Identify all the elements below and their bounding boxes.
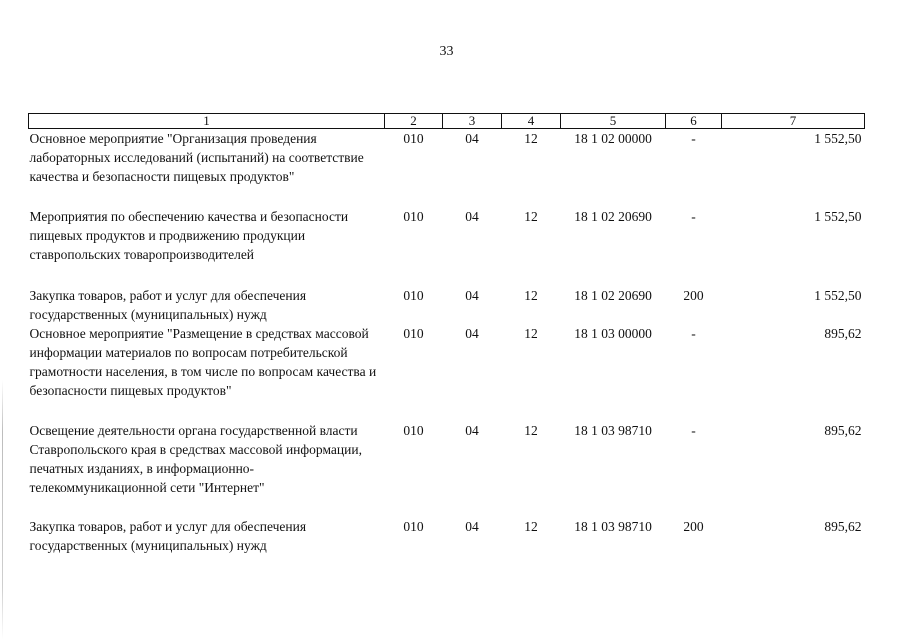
- row-ministry-code: 010: [403, 208, 424, 224]
- row-target-code: 18 1 02 20690: [574, 208, 652, 224]
- table-row: [29, 421, 865, 517]
- row-name: Освещение деятельности органа государственной власти Ставропольского края в средствах массовой информации, печатных изданиях, в информационно-телекоммуникационной сети "Интернет": [29, 422, 362, 495]
- row-amount: 1 552,50: [814, 131, 862, 146]
- row-ministry-code: 010: [403, 518, 424, 534]
- row-name: Основное мероприятие "Размещение в средствах массовой информации материалов по вопросам потребительской грамотности населения, в том числе по вопросам качества и безопасности пищевых продуктов": [29, 325, 377, 398]
- row-target-code: 18 1 03 98710: [574, 422, 652, 438]
- budget-table: [28, 113, 865, 557]
- row-expense-type: -: [691, 325, 696, 341]
- row-section-code: 04: [465, 518, 479, 534]
- row-subsection-code: 12: [524, 208, 538, 224]
- row-subsection-code: 12: [524, 422, 538, 438]
- header-col-1: 1: [29, 114, 385, 129]
- row-subsection-code: 12: [524, 131, 538, 146]
- row-ministry-code: 010: [403, 287, 424, 303]
- scan-edge-line: [2, 380, 3, 640]
- table-header-row: [29, 114, 865, 129]
- row-expense-type: 200: [683, 287, 704, 303]
- header-col-3: 3: [443, 114, 502, 129]
- row-name: Закупка товаров, работ и услуг для обеспечения государственных (муниципальных) нужд: [29, 287, 307, 322]
- row-target-code: 18 1 03 00000: [574, 325, 652, 341]
- row-amount: 1 552,50: [814, 287, 862, 303]
- row-amount: 1 552,50: [814, 208, 862, 224]
- row-amount: 895,62: [824, 422, 862, 438]
- table-row: [29, 207, 865, 286]
- row-ministry-code: 010: [403, 325, 424, 341]
- row-expense-type: -: [691, 208, 696, 224]
- row-ministry-code: 010: [403, 131, 424, 146]
- header-col-6: 6: [666, 114, 722, 129]
- row-target-code: 18 1 02 20690: [574, 287, 652, 303]
- row-subsection-code: 12: [524, 287, 538, 303]
- row-ministry-code: 010: [403, 422, 424, 438]
- row-section-code: 04: [465, 325, 479, 341]
- row-section-code: 04: [465, 208, 479, 224]
- row-section-code: 04: [465, 131, 479, 146]
- header-col-2: 2: [385, 114, 443, 129]
- row-subsection-code: 12: [524, 325, 538, 341]
- row-section-code: 04: [465, 422, 479, 438]
- table-row: [29, 324, 865, 421]
- row-target-code: 18 1 03 98710: [574, 518, 652, 534]
- row-expense-type: -: [691, 422, 696, 438]
- row-name: Закупка товаров, работ и услуг для обеспечения государственных (муниципальных) нужд: [29, 518, 307, 553]
- header-col-4: 4: [502, 114, 561, 129]
- row-name: Мероприятия по обеспечению качества и безопасности пищевых продуктов и продвижению продукции ставропольских товаропроизводителей: [29, 208, 349, 262]
- row-subsection-code: 12: [524, 518, 538, 534]
- row-name: Основное мероприятие "Организация проведения лабораторных исследований (испытаний) на соответствие качества и безопасности пищевых продуктов": [29, 131, 364, 184]
- row-amount: 895,62: [824, 518, 862, 534]
- row-section-code: 04: [465, 287, 479, 303]
- header-col-5: 5: [561, 114, 666, 129]
- page-number: 33: [439, 44, 454, 59]
- header-col-7: 7: [722, 114, 865, 129]
- table-row: [29, 129, 865, 207]
- row-expense-type: 200: [683, 518, 704, 534]
- row-expense-type: -: [691, 131, 696, 146]
- row-amount: 895,62: [824, 325, 862, 341]
- table-row: [29, 517, 865, 557]
- row-target-code: 18 1 02 00000: [574, 131, 652, 146]
- table-row: [29, 286, 865, 324]
